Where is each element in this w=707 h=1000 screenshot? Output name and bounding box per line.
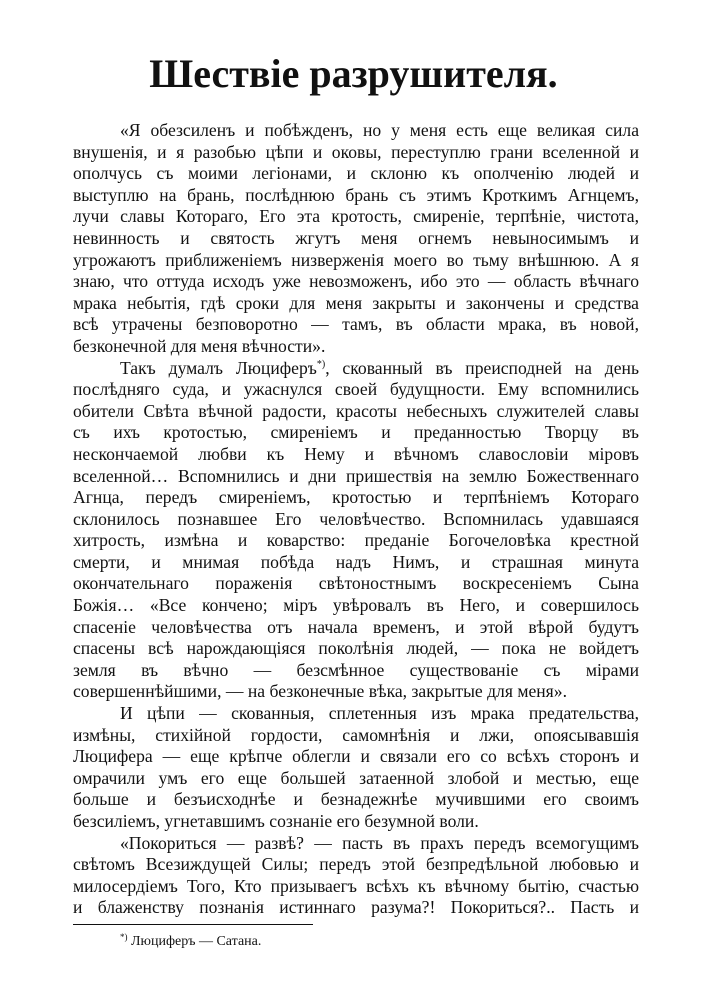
text-line: И цѣпи — скованныя, сплетенныя изъ мрака предательства, — [120, 703, 639, 724]
text-line: безсиліемъ, угнетавшимъ сознаніе его безумной воли. — [73, 811, 479, 831]
text-line: послѣдняго суда, и ужаснулся своей будущности. Ему вспомнились — [73, 379, 639, 400]
text-line: выступлю на брань, послѣднюю брань съ этимъ Кроткимъ Агнцемъ, — [73, 184, 639, 205]
text-line: Агнца, передъ смиреніемъ, кротостью и терпѣніемъ Котораго — [73, 487, 639, 508]
text-fragment: Такъ думалъ Люциферъ — [120, 357, 317, 378]
text-line: ополчусь съ моими легіонами, и склоню къ ополченію людей и — [73, 163, 639, 184]
paragraph-2 — [73, 358, 639, 704]
text-line: измѣны, стихійной гордости, самомнѣнія и лжи, опоясывавшія — [73, 724, 639, 745]
text-line: съ ихъ кротостью, смиреніемъ и преданностью Творцу въ — [73, 422, 639, 443]
text-line: «Покориться — развѣ? — пасть въ прахъ передъ всемогущимъ — [120, 832, 639, 853]
text-line: свѣтомъ Всезиждущей Силы; передъ этой безпредѣльной любовью и — [73, 854, 639, 875]
footnote-text: Люциферъ — Сатана. — [127, 934, 262, 949]
footnote-reference[interactable]: *) — [316, 358, 326, 370]
footnote-mark: *) — [120, 932, 128, 942]
page-title: Шествіе разрушителя. — [149, 51, 558, 96]
paragraph-4 — [73, 833, 639, 919]
text-line: окончательнаго пораженія свѣтоностнымъ воскресеніемъ Сына — [73, 573, 639, 594]
paragraph-3 — [73, 703, 639, 833]
text-line: и блаженству познанія истиннаго разума?! Покориться?.. Пасть и — [73, 897, 639, 918]
text-line: спасеніе человѣчества отъ начала временъ, и этой вѣрой будутъ — [73, 616, 639, 637]
paragraph-1 — [73, 120, 639, 358]
text-line: Люцифера — еще крѣпче облегли и связали его со всѣхъ сторонъ и — [73, 746, 639, 767]
text-line: Божія… «Все кончено; міръ увѣровалъ въ Него, и совершилось — [73, 595, 639, 616]
text-line: мрака небытія, гдѣ сроки для меня закрыты и закончены и средства — [73, 292, 639, 313]
text-line: невинность и святость жгутъ меня огнемъ невыносимымъ и — [73, 227, 639, 248]
text-line: лучи славы Котораго, Его эта кротость, смиреніе, терпѣніе, чистота, — [73, 206, 639, 227]
body-text — [73, 120, 639, 919]
text-line: обители Свѣта вѣчной радости, красоты небесныхъ служителей славы — [73, 400, 639, 421]
text-line: милосердіемъ Того, Кто призываегъ всѣхъ къ вѣчному бытію, счастью — [73, 875, 639, 896]
text-line — [73, 358, 639, 380]
text-line: спасены всѣ нарождающіяся поколѣнія людей, — пока не войдетъ — [73, 638, 639, 659]
text-line: угрожаютъ приближеніемъ низверженія моего во тьму внѣшнюю. А я — [73, 249, 639, 270]
text-line: совершеннѣйшими, — на безконечные вѣка, закрытые для меня». — [73, 681, 567, 702]
text-line: всѣ утрачены безповоротно — тамъ, въ области мрака, въ новой, — [73, 314, 639, 335]
text-line: нескончаемой любви къ Нему и вѣчномъ славословіи міровъ — [73, 443, 639, 464]
text-line: вселенной… Вспомнились и дни пришествія на землю Божественнаго — [73, 465, 639, 486]
text-line: безконечной для меня вѣчности». — [73, 335, 326, 356]
text-fragment: , скованный въ преисподней на день — [325, 357, 639, 378]
text-line: знаю, что оттуда исходъ уже невозможенъ, ибо это — область вѣчнаго — [73, 271, 639, 292]
text-line: омрачили умъ его еще большей затаенной злобой и местью, еще — [73, 767, 639, 788]
text-line: внушенія, и я разобью цѣпи и оковы, переступлю грани вселенной и — [73, 141, 639, 162]
text-line: хитрость, измѣна и коварство: преданіе Богочеловѣка крестной — [73, 530, 639, 551]
text-line: смерти, и мнимая побѣда надъ Нимъ, и страшная минута — [73, 551, 639, 572]
footnote-separator — [73, 924, 313, 925]
footnote — [120, 933, 261, 951]
text-line: склонилось познавшее Его человѣчество. Вспомнилась удавшаяся — [73, 508, 639, 529]
text-line: больше и безъисходнѣе и безнадежнѣе мучившими его своимъ — [73, 789, 639, 810]
text-line: «Я обезсиленъ и побѣжденъ, но у меня есть еще великая сила — [120, 120, 639, 140]
text-line: земля въ вѣчно — безсмѣнное существованіе съ мірами — [73, 659, 639, 680]
